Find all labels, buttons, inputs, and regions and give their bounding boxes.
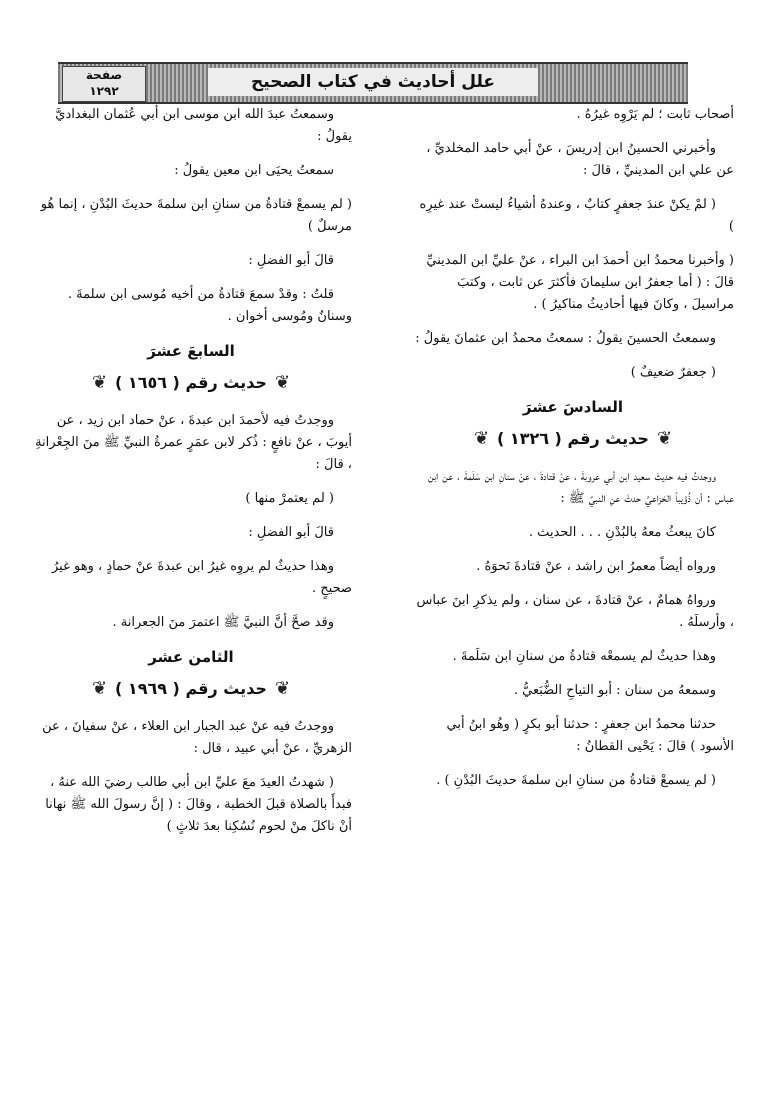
paragraph: حدثنا محمدُ ابن جعفرٍ : حدثنا أبو بكرٍ ( وهُو ابنُ أبي الأسود ) قالَ : يَحْيى القطانُ : xyxy=(446,717,734,754)
quote-paragraph: ( لم يعتمرْ منها ) xyxy=(245,491,334,506)
hadith-heading xyxy=(30,370,352,396)
paragraph: وسمعتُ عبدَ الله ابن موسى ابن أبي عُثمان البغداديَّ يقولُ : xyxy=(55,107,352,144)
left-column xyxy=(30,104,352,850)
ornament-icon: ❦ xyxy=(91,678,108,699)
paragraph: وسمعهُ من سنان : أبو التياحِ الضُّبَعيُّ . xyxy=(513,683,716,698)
quote-paragraph: ( لم يسمعْ قتادةُ من سنانِ ابن سلمةَ حديثَ البُدْنِ ، إنما هُو مرسلٌ ) xyxy=(40,197,352,234)
ornament-icon: ❦ xyxy=(473,428,490,449)
paragraph: ووجدتُ فيه لأحمدَ ابن عبدةَ ، عنْ حماد ابن زيد ، عن أيوبَ ، عنْ نافعٍ : ذُكر لابن عمَرٍ عمرةُ النبيِّ ﷺ منَ الجِعْرانةِ ، قالَ : xyxy=(35,413,352,472)
paragraph: وقد صحَّ أنَّ النبيَّ ﷺ اعتمرَ منَ الجعرانة . xyxy=(112,615,334,630)
ornament-icon: ❦ xyxy=(91,372,108,393)
page-number: ١٢٩٢ xyxy=(89,84,119,98)
paragraph: وسمعتُ الحسينَ يقولُ : سمعتُ محمدُ ابن عثمانَ يقولُ : xyxy=(415,331,716,346)
page-header xyxy=(58,62,688,104)
quote-paragraph: ( لم يسمعْ قتادةُ من سنانِ ابن سلمةَ حديثَ البُدْنِ ) . xyxy=(436,773,716,788)
paragraph: قالَ أبو الفضلِ : xyxy=(248,525,334,540)
paragraph: أصحاب ثابت ؛ لم يَرْوِه غيرُهُ . xyxy=(576,107,734,122)
paragraph: ورواه أيضاً معمرُ ابن راشد ، عنْ قتادةَ نَحوَهُ . xyxy=(476,559,716,574)
paragraph: وهذا حديثٌ لم يروِه غيرُ ابن عبدةَ عنْ حمادٍ ، وهو غيرُ صحيحٍ . xyxy=(52,559,352,596)
section-title: الثامن عشر xyxy=(148,648,234,666)
paragraph: كانَ يبعثُ معهُ بالبُدْنِ . . . الحديث . xyxy=(528,525,716,540)
paragraph: وأخبرني الحسينُ ابن إدريسَ ، عنْ أبي حامد المخلديِّ ، عن علي ابن المدينيِّ ، قالَ : xyxy=(426,141,734,178)
quote-paragraph: ( وأخبرنا محمدُ ابن أحمدَ ابن البراء ، عنْ عليِّ ابن المدينيِّ قالَ : ( أما جعفرُ ابن سليمانَ فأكثرَ عن ثابت ، وكتبَ مراسيلَ ، وكانَ فيها أحاديثُ مناكيرُ ) . xyxy=(426,253,734,312)
paragraph: ووجدتُ فيه حديثَ سعيد ابن أبي عروبةَ ، عنْ قتادةَ ، عنْ سنانِ ابن سَلَمةَ ، عن ابن عباس : أن ذُؤيباً الخزاعيَّ حدثَ عنِ النبيِّ ﷺ : xyxy=(428,469,734,506)
quote-paragraph: ( لمْ يكنْ عندَ جعفرٍ كتابٌ ، وعندهُ أشياءُ ليستْ عند غيرِه ) xyxy=(419,197,734,234)
paragraph: قالَ أبو الفضلِ : xyxy=(248,253,334,268)
section-title: السابعَ عشرَ xyxy=(147,342,235,360)
page-label: صفحة xyxy=(85,68,123,82)
hadith-number: حديث رقم ( ١٩٦٩ ) xyxy=(115,679,267,698)
paragraph: قلتُ : وقدْ سمعَ قتادةُ من أخيه مُوسى ابن سلمةَ . وسنانٌ ومُوسى أخوان . xyxy=(67,287,352,324)
paragraph: ووجدتُ فيه عنْ عبد الجبار ابن العلاء ، عنْ سفيانَ ، عن الزهريِّ ، عنْ أبي عبيد ، قال : xyxy=(42,719,352,756)
right-column xyxy=(412,104,734,804)
paragraph: وهذا حديثٌ لم يسمعْه قتادةُ من سنانِ ابن سَلَمةَ . xyxy=(452,649,716,664)
book-title: علل أحاديث في كتاب الصحيح xyxy=(208,68,538,96)
paragraph: ورواهُ همامٌ ، عنْ قتادةَ ، عن سنان ، ولم يذكرِ ابنَ عباس ، وأرسلَهُ . xyxy=(416,593,734,630)
hadith-number: حديث رقم ( ١٣٢٦ ) xyxy=(497,429,649,448)
paragraph: سمعتُ يحيَى ابن معين يقولُ : xyxy=(174,163,334,178)
ornament-icon: ❦ xyxy=(274,678,291,699)
quote-paragraph: ( شهدتُ العيدَ معَ عليِّ ابن أبي طالب رضيَ الله عنهُ ، فبدأَ بالصلاة قبلَ الخطبة ، وقالَ : ( إنَّ رسولَ الله ﷺ نهانا أنْ ناكلَ منْ لحوم نُسُكِنا بعدَ ثلاثٍ ) xyxy=(45,775,352,834)
hadith-number: حديث رقم ( ١٦٥٦ ) xyxy=(115,373,267,392)
ornament-icon: ❦ xyxy=(656,428,673,449)
ornament-icon: ❦ xyxy=(274,372,291,393)
page-number-box xyxy=(62,66,146,102)
section-title: السادسَ عشرَ xyxy=(522,398,624,416)
hadith-heading xyxy=(412,426,734,452)
quote-paragraph: ( جعفرٌ ضعيفٌ ) xyxy=(630,365,716,380)
hadith-heading xyxy=(30,676,352,702)
